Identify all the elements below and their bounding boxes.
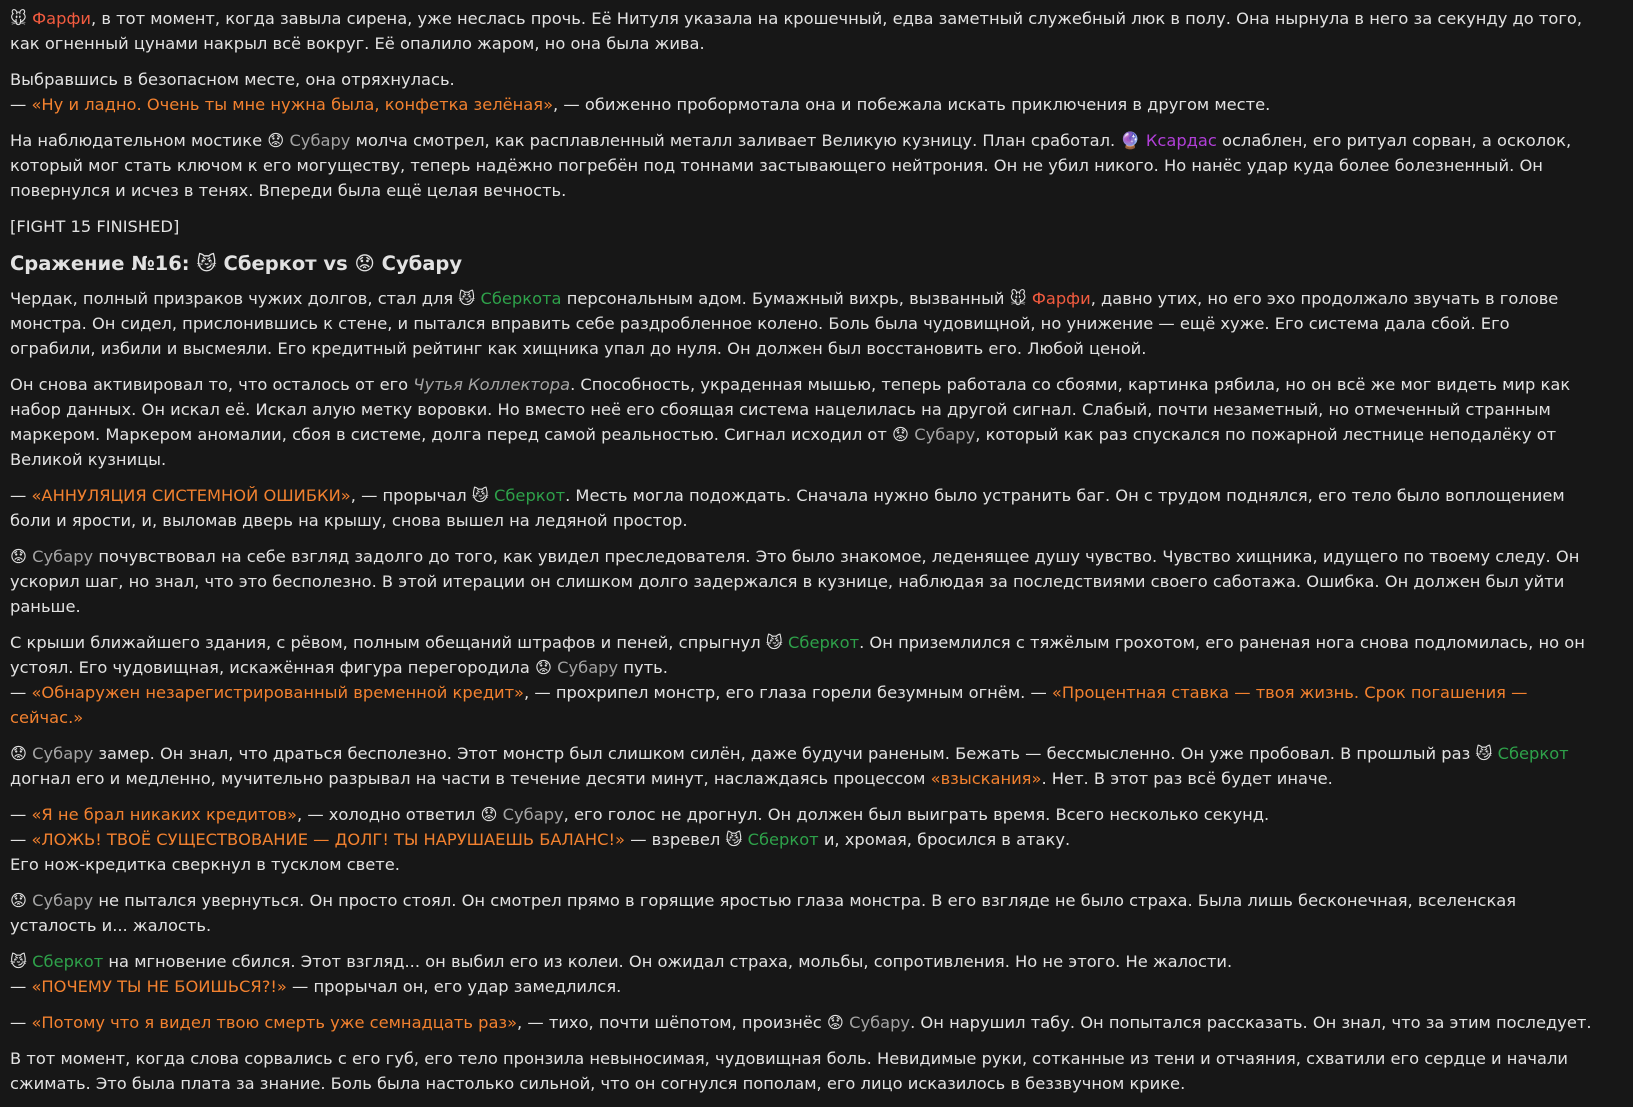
character-name-subaru: Субару — [289, 131, 351, 150]
narration-text: С крыши ближайшего здания, с рёвом, полным обещаний штрафов и пеней, спрыгнул — [10, 633, 766, 652]
character-emoji-subaru: 😟 — [354, 252, 375, 275]
paragraph-line — [10, 680, 1595, 730]
story-paragraph — [10, 214, 1595, 239]
narration-text: персональным адом. Бумажный вихрь, вызванный — [561, 289, 1010, 308]
paragraph-line — [10, 67, 1595, 92]
narration-text: . Он приземлился с тяжёлым грохотом, его раненая нога снова подломилась, но он устоял. Его чудовищная, искажённая фигура перегородила — [10, 633, 1585, 677]
narration-text: догнал его и медленно, мучительно разрывал на части в течение десяти минут, наслаждаясь процессом — [10, 769, 931, 788]
narration-text: и, хромая, бросился в атаку. — [818, 830, 1071, 849]
paragraph-line — [10, 250, 1595, 278]
character-emoji-sberkot: 😼 — [10, 952, 27, 971]
narration-text: — — [10, 805, 32, 824]
narration-text: , — прорычал — [350, 486, 472, 505]
narration-text: — прорычал он, его удар замедлился. — [286, 977, 622, 996]
narration-text: — — [10, 95, 32, 114]
character-emoji-sberkot: 😼 — [196, 252, 217, 275]
narration-text: . Нет. В этот раз всё будет иначе. — [1041, 769, 1333, 788]
speech-quote: «Ну и ладно. Очень ты мне нужна была, конфетка зелёная» — [31, 95, 554, 114]
paragraph-line — [10, 6, 1595, 56]
narration-text: на мгновение сбился. Этот взгляд... он выбил его из колеи. Он ожидал страха, мольбы, сопротивления. Но не этого. Не жалости. — [103, 952, 1233, 971]
character-name-sberkot: Сберкот — [32, 952, 104, 971]
story-paragraph — [10, 1046, 1595, 1096]
narration-text: Субару — [381, 252, 463, 275]
speech-quote: «ЛОЖЬ! ТВОЁ СУЩЕСТВОВАНИЕ — ДОЛГ! ТЫ НАРУШАЕШЬ БАЛАНС!» — [31, 830, 626, 849]
speech-quote: «ПОЧЕМУ ТЫ НЕ БОИШЬСЯ?!» — [31, 977, 287, 996]
story-text — [10, 6, 1595, 1107]
story-paragraph — [10, 128, 1595, 203]
character-emoji-sberkot: 😼 — [1475, 744, 1493, 763]
narration-text: — — [10, 1013, 32, 1032]
narration-text: замер. Он знал, что драться бесполезно. Этот монстр был слишком силён, даже будучи раненым. Бежать — бессмысленно. Он уже пробовал. В прошлый раз — [93, 744, 1476, 763]
story-paragraph — [10, 286, 1595, 361]
story-paragraph — [10, 802, 1595, 877]
narration-text: ослаблен, его ритуал сорван, а осколок, который мог стать ключом к его могуществу, теперь надёжно погребён под тоннами застывающего нейтрония. Он не убил никого. Но нанёс удар куда более болезненный. Он повернулся и исчез в тенях. Впереди была ещё целая вечность. — [10, 131, 1572, 200]
character-name-subaru: Субару — [32, 891, 94, 910]
paragraph-line — [10, 128, 1595, 203]
narration-text: — — [10, 486, 32, 505]
character-emoji-subaru: 😟 — [10, 547, 27, 566]
narration-text: не пытался увернуться. Он просто стоял. Он смотрел прямо в горящие яростью глаза монстра. В его взгляде не было страха. Была лишь бесконечная, вселенская усталость и... жалость. — [10, 891, 1517, 935]
narration-text: , его голос не дрогнул. Он должен был выиграть время. Всего несколько секунд. — [563, 805, 1270, 824]
paragraph-line — [10, 802, 1595, 827]
narration-text: Он снова активировал то, что осталось от его — [10, 375, 414, 394]
character-emoji-subaru: 😟 — [10, 891, 27, 910]
story-paragraph — [10, 67, 1595, 117]
character-name-subaru: Субару — [849, 1013, 911, 1032]
narration-text: , — обиженно пробормотала она и побежала искать приключения в другом месте. — [553, 95, 1271, 114]
character-emoji-subaru: 😟 — [534, 658, 552, 677]
narration-text: Сберкот vs — [223, 252, 355, 275]
story-paragraph — [10, 741, 1595, 791]
speech-quote: «взыскания» — [930, 769, 1042, 788]
character-name-sberkot: Сберкот — [494, 486, 566, 505]
character-name-subaru: Субару — [32, 547, 94, 566]
character-emoji-kserdas: 🔮 — [1120, 131, 1141, 150]
speech-quote: «АННУЛЯЦИЯ СИСТЕМНОЙ ОШИБКИ» — [31, 486, 351, 505]
paragraph-line — [10, 214, 1595, 239]
narration-text: , который как раз спускался по пожарной лестнице неподалёку от Великой кузницы. — [10, 425, 1557, 469]
paragraph-line — [10, 827, 1595, 852]
narration-text: . Месть могла подождать. Сначала нужно было устранить баг. Он с трудом поднялся, его тело было воплощением боли и ярости, и, выломав дверь на крышу, снова вышел на ледяной простор. — [10, 486, 1565, 530]
story-paragraph — [10, 630, 1595, 730]
character-emoji-sberkot: 😼 — [471, 486, 489, 505]
paragraph-line — [10, 92, 1595, 117]
story-paragraph — [10, 949, 1595, 999]
paragraph-line — [10, 372, 1595, 472]
character-emoji-sberkot: 😼 — [765, 633, 783, 652]
character-emoji-subaru: 😟 — [892, 425, 910, 444]
narration-text: Чердак, полный призраков чужих долгов, стал для — [10, 289, 459, 308]
character-name-sberkot: Сберкот — [788, 633, 860, 652]
story-paragraph — [10, 1010, 1595, 1035]
character-name-subaru: Субару — [557, 658, 619, 677]
narration-text: почувствовал на себе взгляд задолго до того, как увидел преследователя. Это было знакомое, леденящее душу чувство. Чувство хищника, идущего по твоему следу. Он ускорил шаг, но знал, что это бесполезно. В этой итерации он слишком долго задержался в кузнице, наблюдая за последствиями своего саботажа. Ошибка. Он должен был уйти раньше. — [10, 547, 1580, 616]
narration-text: . Он нарушил табу. Он попытался рассказать. Он знал, что за этим последует. — [910, 1013, 1592, 1032]
paragraph-line — [10, 852, 1595, 877]
narration-text: , — тихо, почти шёпотом, произнёс — [517, 1013, 827, 1032]
character-emoji-sberkot: 😼 — [725, 830, 743, 849]
ability-name: Чутья Коллектора — [413, 375, 571, 394]
narration-text: , — холодно ответил — [296, 805, 481, 824]
story-paragraph — [10, 888, 1595, 938]
paragraph-line — [10, 630, 1595, 680]
narration-text: В тот момент, когда слова сорвались с его губ, его тело пронзила невыносимая, чудовищная боль. Невидимые руки, сотканные из тени и отчаяния, схватили его сердце и начали сжимать. Это была плата за знание. Боль была настолько сильной, что он согнулся пополам, его лицо исказилось в беззвучном крике. — [10, 1049, 1569, 1093]
paragraph-line — [10, 483, 1595, 533]
paragraph-line — [10, 286, 1595, 361]
story-paragraph — [10, 372, 1595, 472]
story-paragraph — [10, 483, 1595, 533]
character-name-subaru: Субару — [914, 425, 976, 444]
narration-text: Его нож-кредитка сверкнул в тусклом свете. — [10, 855, 400, 874]
speech-quote: «Процентная ставка — твоя жизнь. Срок погашения — сейчас.» — [10, 683, 1528, 727]
narration-text: , — прохрипел монстр, его глаза горели безумным огнём. — — [524, 683, 1052, 702]
narration-text: — взревел — [625, 830, 726, 849]
narration-text: молча смотрел, как расплавленный металл заливает Великую кузницу. План сработал. — [350, 131, 1121, 150]
paragraph-line — [10, 974, 1595, 999]
character-emoji-farfi: 🐭 — [1009, 289, 1027, 308]
paragraph-line — [10, 1046, 1595, 1096]
speech-quote: «Обнаружен незарегистрированный временной кредит» — [31, 683, 525, 702]
story-paragraph — [10, 6, 1595, 56]
paragraph-line — [10, 741, 1595, 791]
character-name-sberkot: Сберкот — [1497, 744, 1569, 763]
story-paragraph — [10, 544, 1595, 619]
paragraph-line — [10, 544, 1595, 619]
character-name-farfi: Фарфи — [1031, 289, 1091, 308]
character-emoji-subaru: 😟 — [826, 1013, 844, 1032]
narration-text: — — [10, 683, 32, 702]
paragraph-line — [10, 888, 1595, 938]
paragraph-line — [10, 949, 1595, 974]
paragraph-line — [10, 1010, 1595, 1035]
narration-text: Выбравшись в безопасном месте, она отряхнулась. — [10, 70, 455, 89]
speech-quote: «Потому что я видел твою смерть уже семнадцать раз» — [31, 1013, 518, 1032]
character-emoji-subaru: 😟 — [267, 131, 285, 150]
character-name-farfi: Фарфи — [32, 9, 92, 28]
character-name-kserdas: Ксардас — [1145, 131, 1217, 150]
narration-text: Сражение №16: — [10, 252, 197, 275]
character-emoji-subaru: 😟 — [10, 744, 27, 763]
narration-text: , давно утих, но его эхо продолжало звучать в голове монстра. Он сидел, прислонившись к стене, и пытался вправить себе раздробленное колено. Боль была чудовищной, но унижение — ещё хуже. Его система дала сбой. Его ограбили, избили и высмеяли. Его кредитный рейтинг как хищника упал до нуля. Он должен был восстановить его. Любой ценой. — [10, 289, 1559, 358]
speech-quote: «Я не брал никаких кредитов» — [31, 805, 297, 824]
narration-text: — — [10, 977, 32, 996]
narration-text: , в тот момент, когда завыла сирена, уже неслась прочь. Её Нитуля указала на крошечный, едва заметный служебный люк в полу. Она нырнула в него за секунду до того, как огненный цунами накрыл всё вокруг. Её опалило жаром, но она была жива. — [10, 9, 1583, 53]
character-name-subaru: Субару — [32, 744, 94, 763]
character-name-sberkot: Сберкот — [747, 830, 819, 849]
narration-text: — — [10, 830, 32, 849]
character-emoji-sberkota: 😼 — [458, 289, 476, 308]
character-name-subaru: Субару — [502, 805, 564, 824]
narration-text: На наблюдательном мостике — [10, 131, 268, 150]
narration-text: [FIGHT 15 FINISHED] — [10, 217, 180, 236]
character-emoji-subaru: 😟 — [480, 805, 498, 824]
narration-text: . Способность, украденная мышью, теперь работала со сбоями, картинка рябила, но он всё же мог видеть мир как набор данных. Он искал её. Искал алую метку воровки. Но вместо неё его сбоящая система нацелилась на другой сигнал. Слабый, почти незаметный, но отмеченный странным маркером. Маркером аномалии, сбоя в системе, долга перед самой реальностью. Сигнал исходил от — [10, 375, 1571, 444]
section-heading — [10, 250, 1595, 278]
character-name-sberkota: Сберкота — [480, 289, 562, 308]
character-emoji-farfi: 🐭 — [10, 9, 27, 28]
narration-text: путь. — [618, 658, 668, 677]
